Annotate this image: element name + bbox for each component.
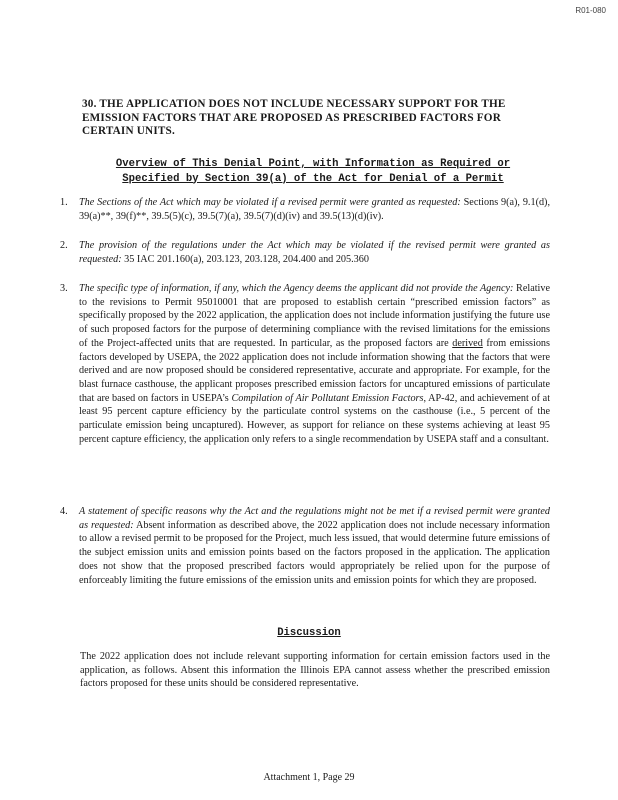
item-number: 4. xyxy=(60,506,68,517)
section-heading: 30. THE APPLICATION DOES NOT INCLUDE NECESSARY SUPPORT FOR THE EMISSION FACTORS THAT ARE PROPOSED AS PRESCRIBED FACTORS FOR CERTAIN UNITS. xyxy=(82,98,506,137)
item-text: Sections 9(a), 9.1(d), 39(a)**, 39(f)**, 39.5(5)(c), 39.5(7)(a), 39.5(7)(d)(iv) and 39.5(13)(d)(iv). xyxy=(79,197,550,222)
item-number: 3. xyxy=(60,283,68,294)
citation-title: Compilation of Air Pollutant Emission Factors xyxy=(231,392,424,404)
underlined-term: derived xyxy=(452,337,483,349)
page-footer: Attachment 1, Page 29 xyxy=(263,772,355,783)
list-item xyxy=(60,196,550,223)
overview-title: Overview of This Denial Point, with Information as Required or Specified by Section 39(a) of the Act for Denial of a Permit xyxy=(115,158,511,185)
item-body xyxy=(79,196,550,223)
item-text: from emissions factors developed by USEPA, the 2022 application does not include information showing that the factors that were derived and are now proposed should be considered representative, accurate and appropriate. For example, for the blast furnace casthouse, the applicant proposes prescribed emission factors for uncaptured emissions of particulate that are based on factors in USEPA’s xyxy=(79,337,550,404)
item-number: 2. xyxy=(60,240,68,251)
item-body xyxy=(79,505,550,587)
item-body xyxy=(79,239,550,266)
item-text: 35 IAC 201.160(a), 203.123, 203.128, 204.400 and 205.360 xyxy=(121,253,369,265)
item-lead: The specific type of information, if any, which the Agency deems the applicant did not provide the Agency: xyxy=(79,283,514,294)
item-lead: A statement of specific reasons why the Act and the regulations might not be met if a revised permit were granted as requested: xyxy=(79,506,550,531)
item-text: Absent information as described above, the 2022 application does not include necessary information to allow a revised permit to be proposed for the Project, much less issued, that would determine future emissions of the subject emission units and emission points based on the factors proposed in the application. The application does not show that the proposed prescribed factors would appropriately be relied upon for the purpose of enforceably limiting the future emissions of the emission units and emission points for which they are proposed. xyxy=(79,519,550,586)
list-item xyxy=(60,505,550,587)
item-body xyxy=(79,282,550,446)
list-item xyxy=(60,282,550,446)
discussion-heading: Discussion xyxy=(277,627,341,639)
discussion-paragraph: The 2022 application does not include relevant supporting information for certain emission factors used in the application, as follows. Absent this information the Illinois EPA cannot assess whether the prescribed emission factors proposed for these units should be considered representative. xyxy=(80,651,550,690)
list-item xyxy=(60,239,550,266)
item-lead: The Sections of the Act which may be violated if a revised permit were granted as requested: xyxy=(79,197,461,208)
item-lead: The provision of the regulations under the Act which may be violated if the revised permit were granted as requested: xyxy=(79,240,550,265)
item-text: Relative to the revisions to Permit 95010001 that are proposed to establish certain “prescribed emission factors” as specifically proposed by the 2022 application, the application does not include information justifying the future use of such proposed factors for the purpose of determining compliance with the revised limitations for the emissions of the Project-affected units that are requested. In particular, as the proposed factors are xyxy=(79,283,550,349)
item-text: , AP-42, and achievement of at least 95 percent capture efficiency by the particulate control systems on the casthouse (i.e., 5 percent of the particulate emission being uncaptured). However, as support for reliance on these systems achieving at least 95 percent capture efficiency, the application only refers to a single recommendation by USEPA staff and a consultant. xyxy=(79,392,551,445)
document-id: R01-080 xyxy=(575,6,606,15)
item-number: 1. xyxy=(60,197,68,208)
